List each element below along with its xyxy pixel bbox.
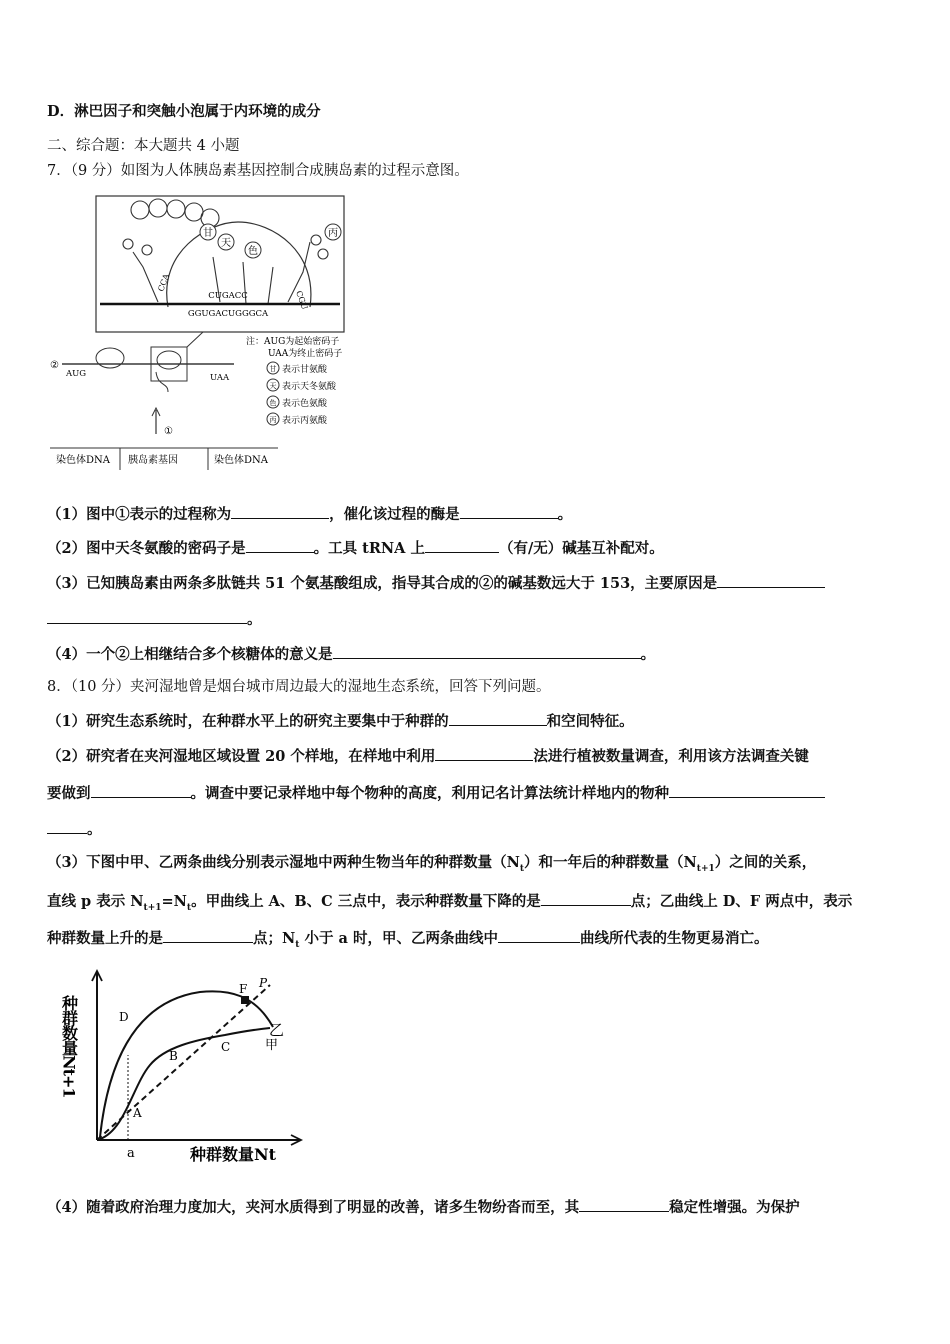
label-1: ① bbox=[164, 426, 173, 437]
legend-trp: 表示色氨酸 bbox=[282, 399, 328, 409]
legend-gly: 表示甘氨酸 bbox=[282, 365, 328, 375]
point-d: D bbox=[119, 1010, 129, 1024]
line-p-label: P bbox=[259, 976, 268, 990]
dna-right: 染色体DNA bbox=[214, 455, 268, 466]
aa-trp-label: 色 bbox=[248, 246, 258, 257]
q8-part2: （2）研究者在夹河湿地区域设置 20 个样地，在样地中利用 法进行植被数量调查，利用该方法调查关键 bbox=[47, 745, 809, 767]
q8-part1: （1）研究生态系统时，在种群水平上的研究主要集中于种群的 和空间特征。 bbox=[47, 710, 634, 732]
note-stop: UAA为终止密码子 bbox=[268, 349, 343, 359]
aa-ala-label: 丙 bbox=[328, 228, 338, 239]
dna-mid: 胰岛素基因 bbox=[128, 455, 178, 466]
curve-yi-label: 乙 bbox=[269, 1021, 285, 1039]
option-d: D．淋巴因子和突触小泡属于内环境的成分 bbox=[47, 103, 321, 120]
point-f-marker bbox=[241, 996, 249, 1004]
point-a: A bbox=[133, 1106, 142, 1120]
svg-text:丙: 丙 bbox=[269, 416, 277, 424]
legend-asp: 表示天冬氨酸 bbox=[282, 382, 337, 392]
peptide-chain bbox=[131, 199, 219, 227]
stop-codon: UAA bbox=[210, 373, 230, 383]
q7-part4: （4）一个②上相继结合多个核糖体的意义是 。 bbox=[47, 643, 655, 665]
y-axis-label: 种群数量Nt+1 bbox=[59, 995, 79, 1098]
legend-ala: 表示丙氨酸 bbox=[282, 416, 328, 426]
question-8-heading: 8．（10 分）夹河湿地曾是烟台城市周边最大的湿地生态系统，回答下列问题。 bbox=[47, 679, 551, 695]
anticodon-right: CGU bbox=[294, 289, 310, 311]
question-7-heading: 7．（9 分）如图为人体胰岛素基因控制合成胰岛素的过程示意图。 bbox=[47, 163, 469, 179]
q7-part1: （1）图中①表示的过程称为 ，催化该过程的酶是 。 bbox=[47, 503, 572, 525]
translation-diagram bbox=[48, 192, 378, 474]
dna-left: 染色体DNA bbox=[56, 455, 110, 466]
anticodon-left: CCA bbox=[156, 272, 172, 293]
population-graph bbox=[55, 965, 305, 1170]
aa-asp-label: 天 bbox=[221, 238, 231, 249]
point-b: B bbox=[169, 1049, 178, 1063]
x-axis-label: 种群数量Nt bbox=[190, 1145, 277, 1164]
aa-gly-label: 甘 bbox=[203, 228, 213, 239]
q8-part3-line2: 直线 p 表示 $N_{t+1}=N_t$。甲曲线上 A、B、C 三点中，表示种群数量下降的是 点；乙曲线上 D、F 两点中，表示 bbox=[47, 890, 852, 918]
q7-part3-cont: 。 bbox=[47, 608, 262, 630]
q8-part3-line3: 种群数量上升的是 点；$N_t$ 小于 a 时，甲、乙两条曲线中 曲线所代表的生物更易消亡。 bbox=[47, 927, 768, 955]
point-f: F bbox=[239, 982, 248, 996]
section-heading: 二、综合题：本大题共 4 小题 bbox=[47, 138, 240, 154]
svg-text:色: 色 bbox=[269, 399, 277, 407]
svg-text:天: 天 bbox=[269, 382, 277, 390]
note-start: 注：AUG为起始密码子 bbox=[246, 337, 340, 347]
label-2: ② bbox=[50, 360, 59, 371]
q8-part2-end: 。 bbox=[47, 818, 102, 840]
curve-jia-label: 甲 bbox=[265, 1038, 279, 1053]
point-c: C bbox=[221, 1040, 231, 1054]
x-tick-a: a bbox=[127, 1146, 135, 1161]
q8-part4: （4）随着政府治理力度加大，夹河水质得到了明显的改善，诸多生物纷沓而至，其 稳定性增强。为保护 bbox=[47, 1196, 800, 1218]
mrna-sequence: GGUGACUGGGCA bbox=[187, 309, 269, 319]
q8-part3: （3）下图中甲、乙两条曲线分别表示湿地中两种生物当年的种群数量$(N_t)$和一年后的种群数量$(N_{t+1})$之间的关系， bbox=[47, 854, 817, 874]
start-codon: AUG bbox=[66, 369, 87, 379]
codon-top: CUGACC bbox=[208, 291, 248, 301]
svg-text:甘: 甘 bbox=[269, 365, 277, 373]
q7-part2: （2）图中天冬氨酸的密码子是 。工具 tRNA 上 （有/无）碱基互补配对。 bbox=[47, 537, 664, 559]
q8-part2-cont: 要做到 。调查中要记录样地中每个物种的高度，利用记名计算法统计样地内的物种 bbox=[47, 782, 825, 804]
q7-part3: （3）已知胰岛素由两条多肽链共 51 个氨基酸组成，指导其合成的②的碱基数远大于 153，主要原因是 bbox=[47, 572, 825, 594]
